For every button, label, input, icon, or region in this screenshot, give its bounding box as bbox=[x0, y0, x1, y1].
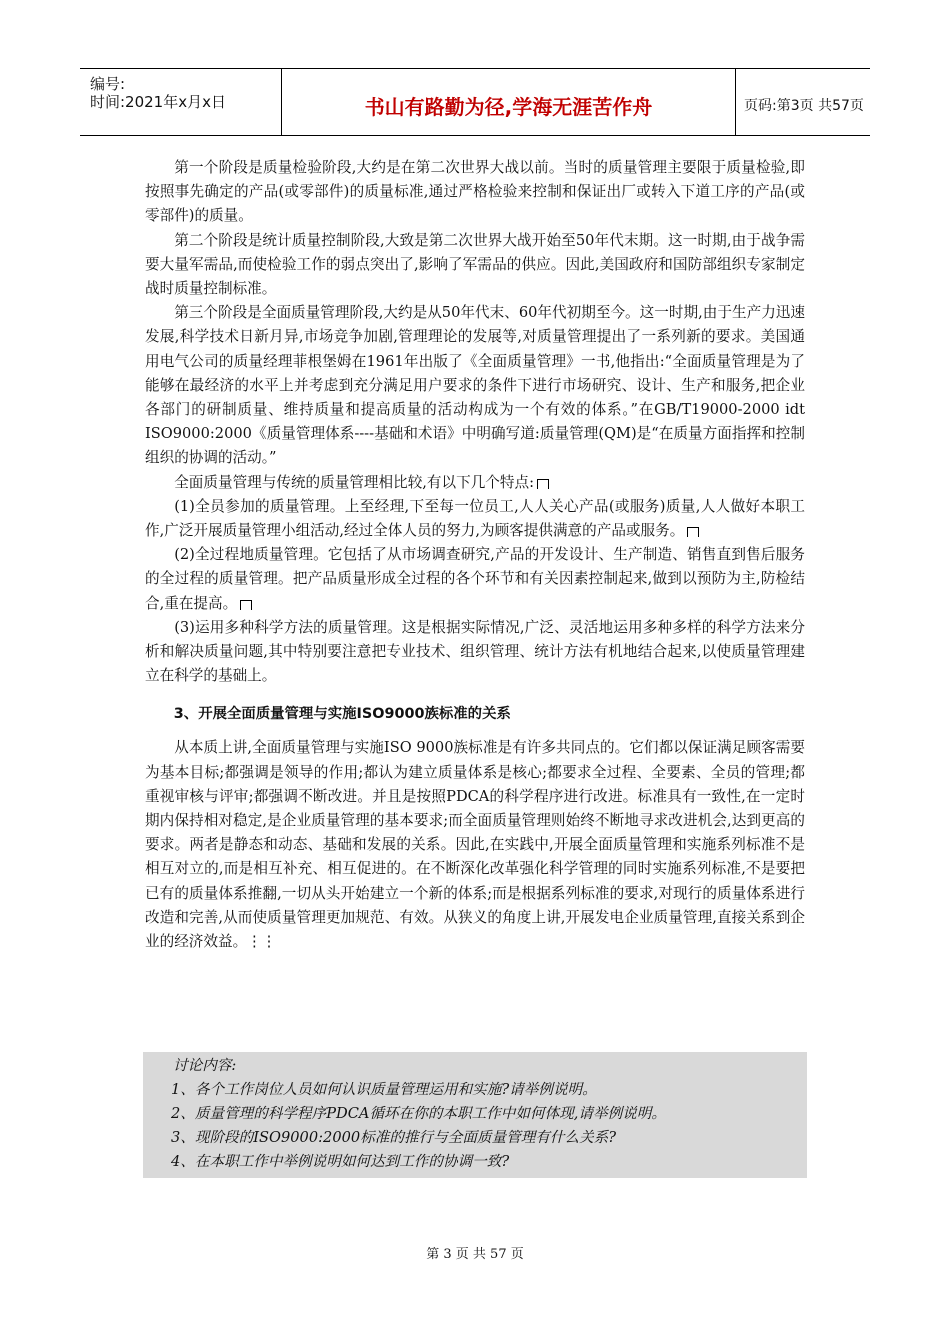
features-intro-text: 全面质量管理与传统的质量管理相比较,有以下几个特点: bbox=[174, 473, 534, 491]
header-motto: 书山有路勤为径,学海无涯苦作舟 bbox=[282, 69, 736, 135]
discussion-title: 讨论内容: bbox=[173, 1057, 237, 1074]
page-header bbox=[80, 68, 870, 136]
paragraph-feature-1 bbox=[145, 495, 805, 543]
discussion-item: 4、在本职工作中举例说明如何达到工作的协调一致? bbox=[171, 1153, 510, 1170]
paragraph-stage-2: 第二个阶段是统计质量控制阶段,大致是第二次世界大战开始至50年代末期。这一时期,由于战争需要大量军需品,而使检验工作的弱点突出了,影响了军需品的供应。因此,美国政府和国防部组织专家制定战时质量控制标准。 bbox=[145, 231, 805, 298]
time-label: 时间:2021年x月x日 bbox=[90, 93, 226, 111]
paragraph-stage-1: 第一个阶段是质量检验阶段,大约是在第二次世界大战以前。当时的质量管理主要限于质量检验,即按照事先确定的产品(或零部件)的质量标准,通过严格检验来控制和保证出厂或转入下道工序的产品(或零部件)的质量。 bbox=[145, 159, 805, 225]
paragraph-mark-icon bbox=[537, 479, 549, 489]
document-body bbox=[145, 156, 805, 954]
discussion-box bbox=[143, 1052, 807, 1178]
discussion-item: 1、各个工作岗位人员如何认识质量管理运用和实施?请举例说明。 bbox=[171, 1081, 597, 1098]
header-meta-cell bbox=[80, 69, 282, 135]
number-label: 编号: bbox=[90, 75, 126, 93]
paragraph-feature-3: (3)运用多种科学方法的质量管理。这是根据实际情况,广泛、灵活地运用多种多样的科学方法来分析和解决质量问题,其中特别要注意把专业技术、组织管理、统计方法有机地结合起来,以使质量管理建立在科学的基础上。 bbox=[145, 618, 805, 685]
section-title: 3、开展全面质量管理与实施ISO9000族标准的关系 bbox=[173, 706, 511, 723]
header-page-code: 页码:第3页 共57页 bbox=[744, 98, 864, 114]
paragraph-mark-icon bbox=[240, 600, 252, 610]
discussion-item: 2、质量管理的科学程序PDCA循环在你的本职工作中如何体现,请举例说明。 bbox=[171, 1105, 666, 1122]
paragraph-feature-2 bbox=[145, 543, 805, 616]
feature-2-text: (2)全过程地质量管理。它包括了从市场调查研究,产品的开发设计、生产制造、销售直到售后服务的全过程的质量管理。把产品质量形成全过程的各个环节和有关因素控制起来,做到以预防为主,防检结合,重在提高。 bbox=[145, 546, 805, 612]
paragraph-mark-icon bbox=[687, 527, 699, 537]
page-footer: 第 3 页 共 57 页 bbox=[426, 1247, 524, 1262]
discussion-item: 3、现阶段的ISO9000:2000标准的推行与全面质量管理有什么关系? bbox=[171, 1129, 617, 1146]
paragraph-features-intro bbox=[145, 471, 805, 495]
paragraph-stage-3: 第三个阶段是全面质量管理阶段,大约是从50年代末、60年代初期至今。这一时期,由于生产力迅速发展,科学技术日新月异,市场竞争加剧,管理理论的发展等,对质量管理提出了一系列新的要求。美国通用电气公司的质量经理菲根堡姆在1961年出版了《全面质量管理》一书,他指出:“全面质量管理是为了能够在最经济的水平上并考虑到充分满足用户要求的条件下进行市场研究、设计、生产和服务,把企业各部门的研制质量、维持质量和提高质量的活动构成为一个有效的体系。”在GB/T19000-2000 idt ISO9000:2000《质量管理体系----基础和术语》中明确写道:质量管理(QM)是“在质量方面指挥和控制组织的协调的活动。” bbox=[145, 304, 805, 467]
paragraph-section-body: 从本质上讲,全面质量管理与实施ISO 9000族标准是有许多共同点的。它们都以保证满足顾客需要为基本目标;都强调是领导的作用;都认为建立质量体系是核心;都要求全过程、全要素、全员的管理;都重视审核与评审;都强调不断改进。并且是按照PDCA的科学程序进行改进。标准具有一致性,在一定时期内保持相对稳定,是企业质量管理的基本要求;而全面质量管理则始终不断地寻求改进机会,达到更高的要求。两者是静态和动态、基础和发展的关系。因此,在实践中,开展全面质量管理和实施系列标准不是相互对立的,而是相互补充、相互促进的。在不断深化改革强化科学管理的同时实施系列标准,不是要把已有的质量体系推翻,一切从头开始建立一个新的体系;而是根据系列标准的要求,对现行的质量体系进行改造和完善,从而使质量管理更加规范、有效。从狭义的角度上讲,开展发电企业质量管理,直接关系到企业的经济效益。⋮⋮ bbox=[145, 739, 805, 951]
feature-1-text: (1)全员参加的质量管理。上至经理,下至每一位员工,人人关心产品(或服务)质量,人人做好本职工作,广泛开展质量管理小组活动,经过全体人员的努力,为顾客提供满意的产品或服务。 bbox=[145, 497, 805, 540]
